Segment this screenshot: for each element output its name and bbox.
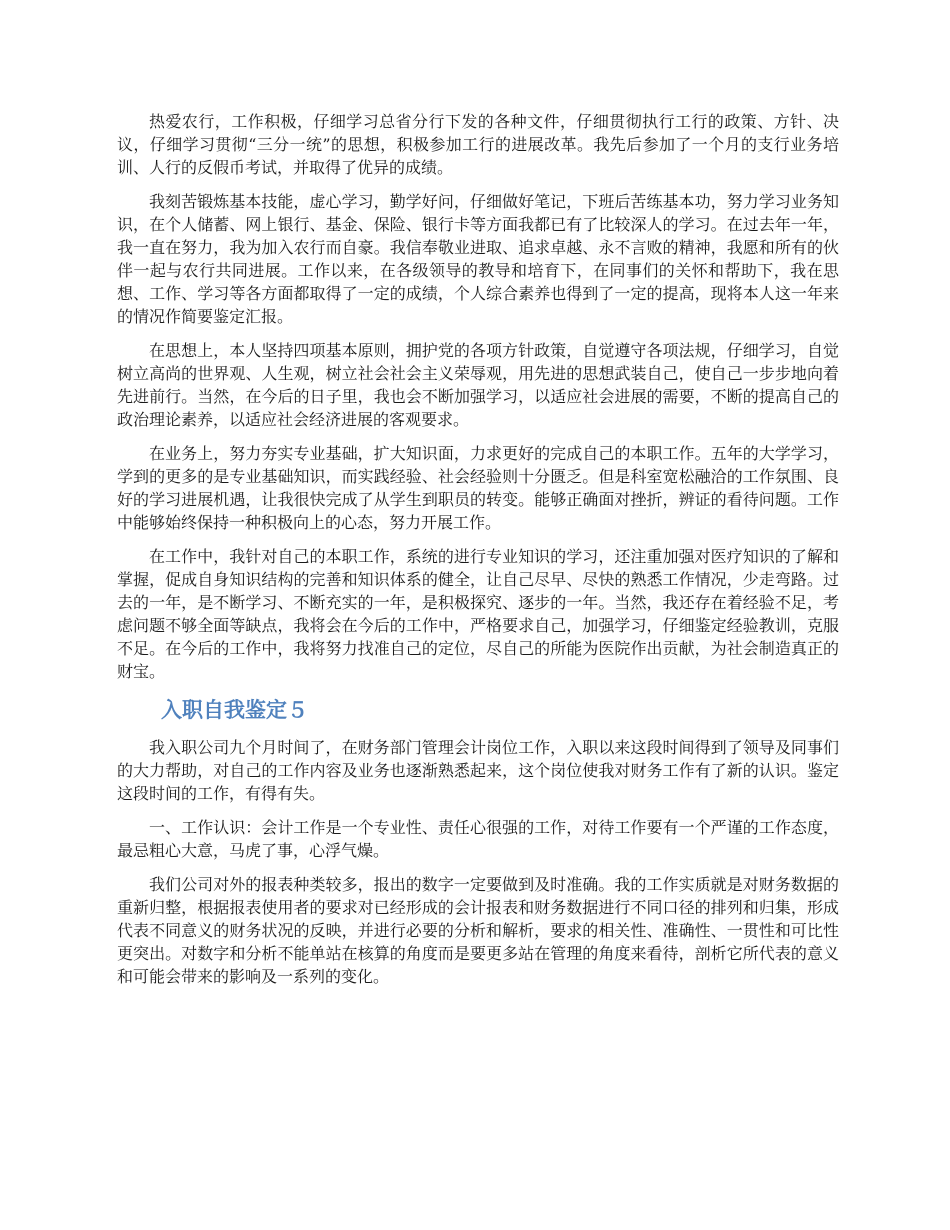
paragraph: 我刻苦锻炼基本技能，虚心学习，勤学好问，仔细做好笔记，下班后苦练基本功，努力学习业务知识，在个人储蓄、网上银行、基金、保险、银行卡等方面我都已有了比较深人的学习。在过去年一年，我一直在努力，我为加入农行而自豪。我信奉敬业进取、追求卓越、永不言败的精神，我愿和所有的伙伴一起与农行共同进展。工作以来，在各级领导的教导和培育下，在同事们的关怀和帮助下，我在思想、工作、学习等各方面都取得了一定的成绩，个人综合素养也得到了一定的提高，现将本人这一年来的情况作简要鉴定汇报。 <box>117 192 839 326</box>
section-heading: 入职自我鉴定５ <box>161 698 308 722</box>
paragraph: 在工作中，我针对自己的本职工作，系统的进行专业知识的学习，还注重加强对医疗知识的了解和掌握，促成自身知识结构的完善和知识体系的健全，让自己尽早、尽快的熟悉工作情况，少走弯路。过去的一年，是不断学习、不断充实的一年，是积极探究、逐步的一年。当然，我还存在着经验不足，考虑问题不够全面等缺点，我将会在今后的工作中，严格要求自己，加强学习，仔细鉴定经验教训，克服不足。在今后的工作中，我将努力找准自己的定位，尽自己的所能为医院作出贡献，为社会制造真正的财宝。 <box>117 547 839 681</box>
paragraph: 我入职公司九个月时间了，在财务部门管理会计岗位工作，入职以来这段时间得到了领导及同事们的大力帮助，对自己的工作内容及业务也逐渐熟悉起来，这个岗位使我对财务工作有了新的认识。鉴定这段时间的工作，有得有失。 <box>117 738 839 803</box>
paragraph: 一、工作认识：会计工作是一个专业性、责任心很强的工作，对待工作要有一个严谨的工作态度，最忌粗心大意，马虎了事，心浮气燥。 <box>117 818 839 860</box>
paragraph: 热爱农行，工作积极，仔细学习总省分行下发的各种文件，仔细贯彻执行工行的政策、方针、决议，仔细学习贯彻“三分一统”的思想，积极参加工行的进展改革。我先后参加了一个月的支行业务培训、人行的反假币考试，并取得了优异的成绩。 <box>117 112 839 177</box>
paragraph: 在思想上，本人坚持四项基本原则，拥护党的各项方针政策，自觉遵守各项法规，仔细学习，自觉树立高尚的世界观、人生观，树立社会社会主义荣辱观，用先进的思想武装自己，使自己一步步地向着先进前行。当然，在今后的日子里，我也会不断加强学习，以适应社会进展的需要，不断的提高自己的政治理论素养，以适应社会经济进展的客观要求。 <box>117 341 839 429</box>
document-page <box>117 110 839 999</box>
paragraph: 我们公司对外的报表种类较多，报出的数字一定要做到及时准确。我的工作实质就是对财务数据的重新归整，根据报表使用者的要求对已经形成的会计报表和财务数据进行不同口径的排列和归集，形成代表不同意义的财务状况的反映，并进行必要的分析和解析，要求的相关性、准确性、一贯性和可比性更突出。对数字和分析不能单站在核算的角度而是要更多站在管理的角度来看待，剖析它所代表的意义和可能会带来的影响及一系列的变化。 <box>117 875 839 986</box>
paragraph: 在业务上，努力夯实专业基础，扩大知识面，力求更好的完成自己的本职工作。五年的大学学习，学到的更多的是专业基础知识，而实践经验、社会经验则十分匮乏。但是科室宽松融洽的工作氛围、良好的学习进展机遇，让我很快完成了从学生到职员的转变。能够正确面对挫折，辨证的看待问题。工作中能够始终保持一种积极向上的心态，努力开展工作。 <box>117 444 839 532</box>
